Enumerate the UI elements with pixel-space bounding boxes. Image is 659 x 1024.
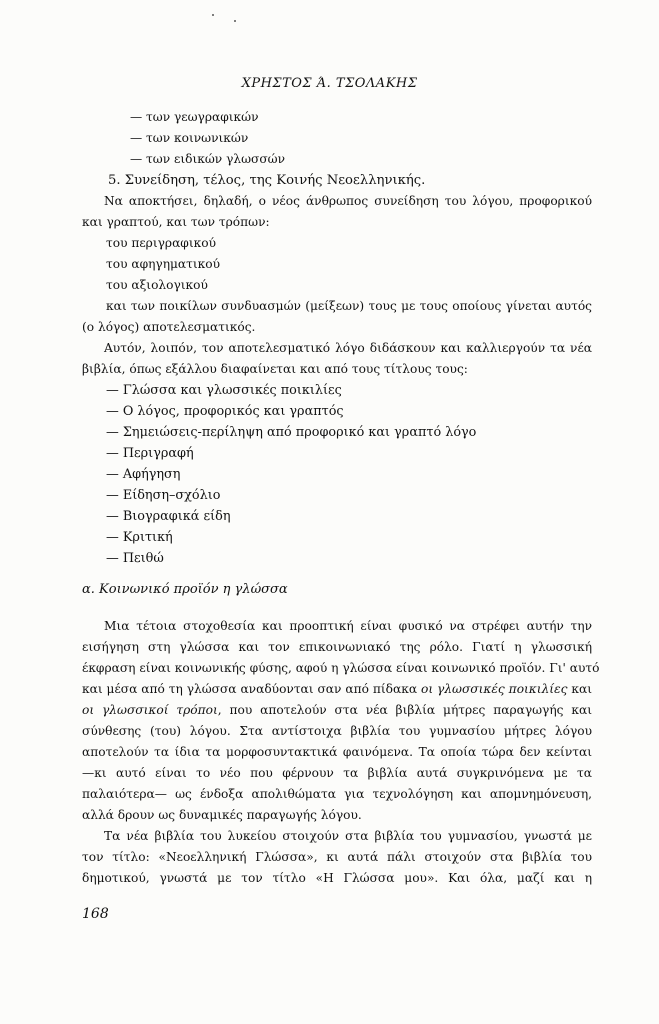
section-heading: α. Κοινωνικό προϊόν η γλώσσα — [82, 582, 288, 597]
point-5-heading: 5. Συνείδηση, τέλος, της Κοινής Νεοελληνικής. — [108, 173, 426, 188]
running-header: ΧΡΗΣΤΟΣ Ά. ΤΣΟΛΑΚΗΣ — [241, 76, 418, 91]
point-5-section — [82, 170, 592, 569]
paragraph-line: τον τίτλο: «Νεοελληνική Γλώσσα», κι αυτά πάλι στοιχούν στα βιβλία του — [82, 850, 592, 864]
paragraph-line: αποτελούν τα ίδια τα μορφοσυντακτικά φαινόμενα. Τα οποία τώρα δεν κείνται — [82, 745, 592, 759]
book-title-item: — Πειθώ — [106, 551, 164, 566]
paragraph-line: δημοτικού, γνωστά με τον τίτλο «Η Γλώσσα μου». Και όλα, μαζί και η — [82, 871, 592, 885]
paragraph-line — [82, 679, 592, 700]
paragraph-line: Να αποκτήσει, δηλαδή, ο νέος άνθρωπος συνείδηση του λόγου, προφορικού — [104, 194, 592, 208]
body-paragraph-1 — [82, 616, 600, 889]
book-title-item: — Γλώσσα και γλωσσικές ποικιλίες — [106, 383, 342, 398]
scan-speck — [234, 20, 236, 22]
text-run: και μέσα από τη γλώσσα αναδύονται σαν από πίδακα — [82, 682, 421, 696]
italic-term: οι γλωσσικές ποικιλίες — [421, 682, 568, 696]
scan-speck — [212, 14, 214, 16]
paragraph-line — [82, 700, 592, 721]
mode-item: του αξιολογικού — [106, 278, 208, 292]
paragraph-line: παλαιότερα— ως ένδοξα απολιθώματα για τεχνολόγηση και απομνημόνευση, — [82, 787, 592, 801]
top-list — [82, 107, 592, 170]
book-title-item: — Κριτική — [106, 530, 173, 545]
paragraph-line: Αυτόν, λοιπόν, τον αποτελεσματικό λόγο διδάσκουν και καλλιεργούν τα νέα — [104, 341, 592, 355]
text-run: και — [567, 682, 592, 696]
paragraph-line: και των ποικίλων συνδυασμών (μείξεων) τους με τους οποίους γίνεται αυτός — [106, 299, 592, 313]
paragraph-line: Τα νέα βιβλία του λυκείου στοιχούν στα βιβλία του γυμνασίου, γνωστά με — [104, 829, 592, 843]
paragraph-line: Μια τέτοια στοχοθεσία και προοπτική είναι φυσικό να στρέφει αυτήν την — [104, 619, 592, 633]
book-title-item: — Βιογραφικά είδη — [106, 509, 231, 524]
paragraph-line: (ο λόγος) αποτελεσματικός. — [82, 320, 256, 334]
book-title-item: — Περιγραφή — [106, 446, 194, 461]
list-item: — των ειδικών γλωσσών — [130, 152, 286, 166]
paragraph-line: και γραπτού, και των τρόπων: — [82, 215, 270, 229]
text-run: , που αποτελούν στα νέα βιβλία μήτρες παραγωγής και — [217, 703, 592, 717]
mode-item: του περιγραφικού — [106, 236, 216, 250]
paragraph-line: —κι αυτό είναι το νέο που φέρνουν τα βιβλία αυτά συγκρινόμενα με τα — [82, 766, 592, 780]
list-item: — των κοινωνικών — [130, 131, 249, 145]
paragraph-line: έκφραση είναι κοινωνικής φύσης, αφού η γλώσσα είναι κοινωνικό προϊόν. Γι' αυτό — [82, 661, 600, 675]
paragraph-line: εισήγηση στη γλώσσα και τον επικοινωνιακό της ρόλο. Γιατί η γλωσσική — [82, 640, 592, 654]
page-number: 168 — [82, 906, 109, 922]
book-title-item: — Είδηση–σχόλιο — [106, 488, 221, 503]
book-title-item: — Αφήγηση — [106, 467, 181, 482]
book-title-item: — Σημειώσεις-περίληψη από προφορικό και γραπτό λόγο — [106, 425, 477, 440]
italic-term: οι γλωσσικοί τρόποι — [82, 703, 218, 717]
mode-item: του αφηγηματικού — [106, 257, 221, 271]
paragraph-line: αλλά δρουν ως δυναμικές παραγωγής λόγου. — [82, 808, 362, 822]
book-title-item: — Ο λόγος, προφορικός και γραπτός — [106, 404, 344, 419]
list-item: — των γεωγραφικών — [130, 110, 259, 124]
paragraph-line: σύνθεσης (του) λόγου. Στα αντίστοιχα βιβλία του γυμνασίου μήτρες λόγου — [82, 724, 592, 738]
paragraph-line: βιβλία, όπως εξάλλου διαφαίνεται και από τους τίτλους τους: — [82, 362, 468, 376]
